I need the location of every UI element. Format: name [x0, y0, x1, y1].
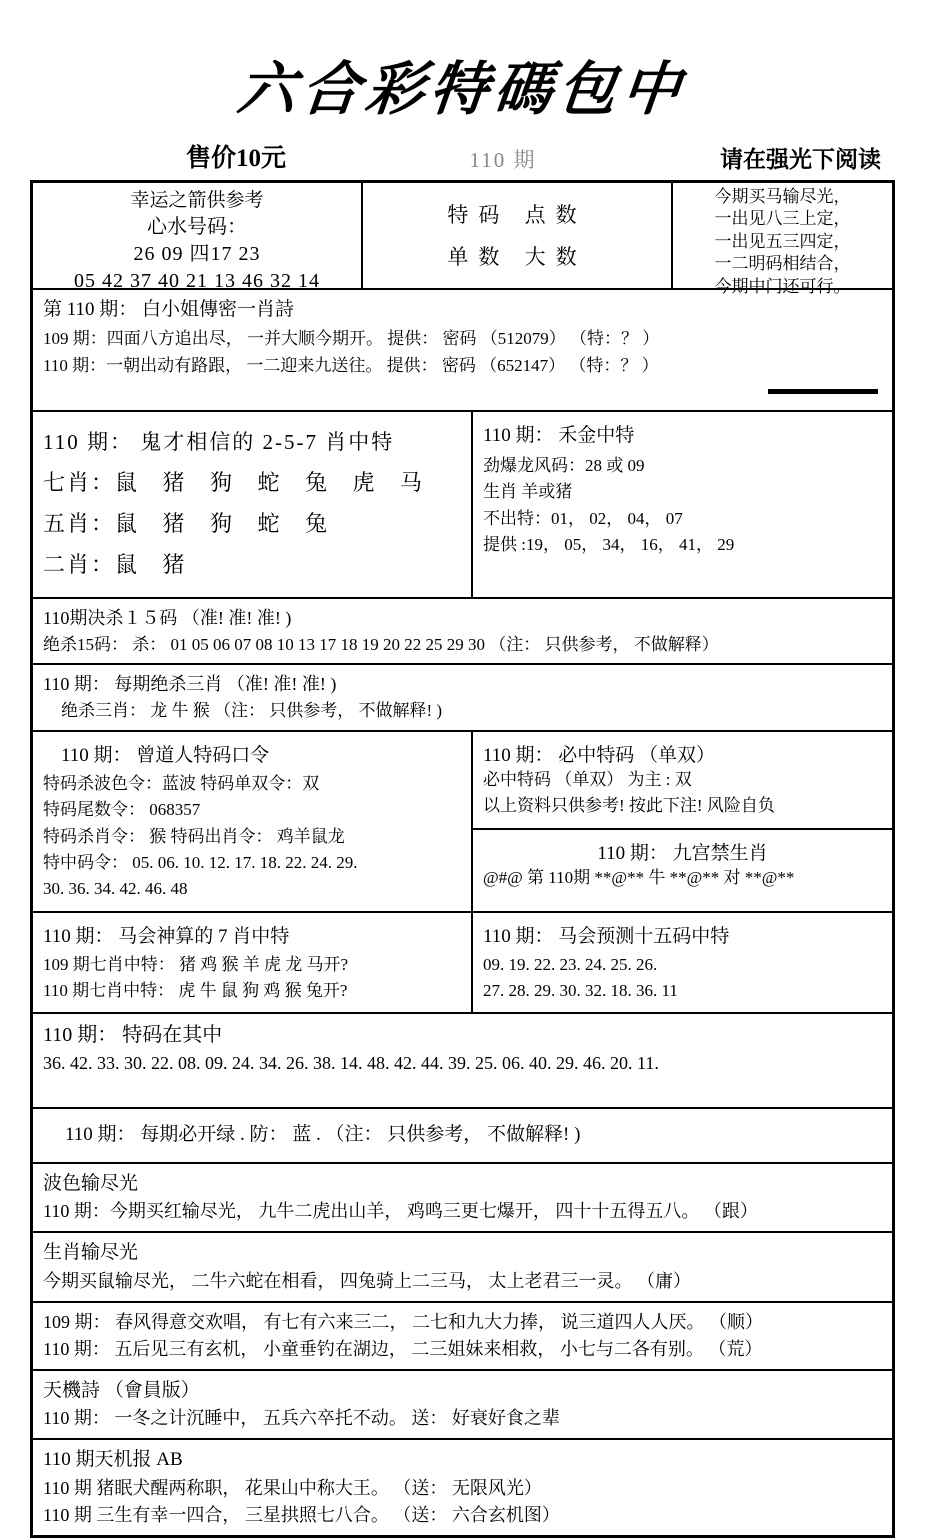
- tianji-poem-line: 110 期： 一冬之计沉睡中， 五兵六卒托不动。 送： 好衰好食之辈: [43, 1408, 560, 1429]
- xiao-left-title: 110 期： 鬼才相信的 2-5-7 肖中特: [43, 429, 395, 454]
- tianji-ab-title: 110 期天机报 AB: [43, 1449, 183, 1471]
- verse-line-3: 一出见五三四定，: [714, 231, 851, 251]
- tianji-ab-section: [33, 1440, 892, 1535]
- xiao-row-5-label: 五肖：: [43, 510, 116, 536]
- juesha15-title: 110期决杀１５码 （准! 准! 准! ): [43, 607, 292, 628]
- xiao-right: [473, 412, 892, 597]
- couplet-line-109: 109 期： 春风得意交欢唱， 有七有六来三二， 二七和九大力捧， 说三道四人人厌。 （顺）: [43, 1311, 763, 1332]
- verse-line-4: 一二明码相结合，: [714, 254, 851, 274]
- issue-label: 110 期: [469, 148, 537, 172]
- couplet-line-110: 110 期： 五后见三有玄机， 小童垂钓在湖边， 二三姐妹来相救， 小七与二各有别。 （荒）: [43, 1338, 763, 1359]
- kouling-line-5: 30. 36. 34. 42. 46. 48: [43, 879, 188, 899]
- poem-line-109: 109 期：四面八方追出尽， 一并大顺今期开。 提供： 密码 （512079） （特：？ ）: [43, 328, 660, 348]
- poem-title: 第 110 期： 白小姐傳密一肖詩: [43, 299, 295, 320]
- lucky-numbers-2: 05 42 37 40 21 13 46 32 14: [74, 269, 320, 292]
- hejin-line-3: 不出特：01， 02， 04， 07: [483, 508, 683, 528]
- kouling-section: [33, 732, 892, 913]
- odd-big-line: 单数 大数: [447, 244, 587, 269]
- read-note: 请在强光下阅读: [720, 147, 881, 172]
- tema-points-line: 特码 点数: [447, 202, 587, 227]
- xiao-row-2-label: 二肖：: [43, 551, 116, 577]
- xiao-row-7-label: 七肖：: [43, 469, 116, 495]
- title-subrow: [36, 138, 889, 174]
- mahui7-block: [33, 913, 473, 1013]
- kouling-left: [33, 732, 473, 911]
- black-bar-decor: [768, 389, 878, 394]
- mahui15-line-1: 09. 19. 22. 23. 24. 25. 26.: [483, 954, 658, 974]
- mahui7-title: 110 期： 马会神算的 7 肖中特: [43, 925, 290, 947]
- poem-line-110: 110 期：一朝出动有路跟， 一二迎来九送往。 提供： 密码 （652147） （特：？ ）: [43, 355, 659, 375]
- xiao-row-2-value: 鼠 猪: [115, 551, 195, 577]
- mahui15-block: [473, 913, 892, 1013]
- bose-section: [33, 1164, 892, 1234]
- jiugong-line: @#@ 第 110期 **@** 牛 **@** 对 **@**: [483, 867, 795, 887]
- document-page: [0, 42, 925, 1525]
- xiao-row-2: [43, 548, 461, 579]
- mahui15-title: 110 期： 马会预测十五码中特: [483, 925, 730, 947]
- xiao-row-5: [43, 507, 461, 538]
- verse-line-2: 一出见八三上定，: [714, 209, 851, 229]
- jiugong-block: [473, 830, 892, 899]
- tianji-ab-line-1: 110 期 猪眠犬醒两称职， 花果山中称大王。 （送： 无限风光）: [43, 1477, 542, 1498]
- bose-title: 波色输尽光: [43, 1172, 139, 1194]
- juesha15-section: [33, 599, 892, 666]
- page-title: 六合彩特碼包中: [234, 55, 690, 123]
- bizhong-block: [473, 732, 892, 830]
- tema-qizhong-section: [33, 1014, 892, 1109]
- hejin-title: 110 期： 禾金中特: [483, 424, 635, 446]
- content-frame: [30, 180, 895, 1538]
- tema-qizhong-line: 36. 42. 33. 30. 22. 08. 09. 24. 34. 26. 38. 14. 48. 42. 44. 39. 25. 06. 40. 29. 46. 20. 11.: [43, 1053, 659, 1074]
- hejin-line-2: 生肖 羊或猪: [483, 482, 573, 502]
- kouling-right: [473, 732, 892, 911]
- bose-line: 110 期：今期买红输尽光， 九牛二虎出山羊， 鸡鸣三更七爆开， 四十十五得五八。 （跟）: [43, 1201, 758, 1222]
- mahui7-line-109: 109 期七肖中特： 猪 鸡 猴 羊 虎 龙 马开?: [43, 954, 349, 974]
- shengxiao-line: 今期买鼠输尽光， 二牛六蛇在相看， 四兔骑上二三马， 太上老君三一灵。 （庸）: [43, 1270, 691, 1291]
- lvfang-section: [33, 1109, 892, 1164]
- bizhong-line-2: 以上资料只供参考! 按此下注! 风险自负: [483, 796, 775, 816]
- tianji-ab-line-2: 110 期 三生有幸一四合， 三星拱照七八合。 （送： 六合玄机图）: [43, 1504, 560, 1525]
- couplets-section: [33, 1303, 892, 1371]
- mahui7-line-110: 110 期七肖中特： 虎 牛 鼠 狗 鸡 猴 兔开?: [43, 980, 348, 1000]
- xiao-row-7-value: 鼠 猪 狗 蛇 兔 虎 马: [115, 469, 433, 495]
- lucky-numbers-1: 26 09 四17 23: [133, 242, 261, 265]
- juesha3-line: 绝杀三肖： 龙 牛 猴 （注： 只供参考， 不做解释! ): [61, 701, 443, 721]
- tianji-poem-title: 天機詩 （會員版）: [43, 1379, 200, 1401]
- jiugong-title: 110 期： 九宫禁生肖: [597, 842, 768, 864]
- lucky-arrow-line1: 幸运之箭供参考: [130, 190, 264, 211]
- bizhong-line-1: 必中特码 （单双） 为主 : 双: [483, 769, 692, 789]
- juesha3-title: 110 期： 每期绝杀三肖 （准! 准! 准! ): [43, 674, 337, 695]
- kouling-line-1: 特码杀波色令：蓝波 特码单双令：双: [43, 773, 320, 793]
- mahui15-line-2: 27. 28. 29. 30. 32. 18. 36. 11: [483, 980, 678, 1000]
- xiao-row-5-value: 鼠 猪 狗 蛇 兔: [115, 510, 338, 536]
- lucky-arrow-cell: [33, 183, 363, 292]
- shengxiao-section: [33, 1233, 892, 1303]
- xiao-section: [33, 412, 892, 599]
- hejin-line-4: 提供 :19， 05， 34， 16， 41， 29: [483, 534, 735, 554]
- juesha15-line: 绝杀15码： 杀： 01 05 06 07 08 10 13 17 18 19 20 22 25 29 30 （注： 只供参考， 不做解释）: [43, 634, 719, 654]
- verse-line-5: 今期中门还可行。: [714, 276, 851, 296]
- shengxiao-title: 生肖输尽光: [43, 1242, 139, 1264]
- bizhong-title: 110 期： 必中特码 （单双）: [483, 744, 716, 766]
- kouling-line-2: 特码尾数令： 068357: [43, 800, 201, 820]
- lucky-arrow-line2: 心水号码：: [147, 215, 247, 238]
- verse-line-1: 今期买马输尽光，: [714, 187, 851, 206]
- kouling-line-4: 特中码令： 05. 06. 10. 12. 17. 18. 22. 24. 29.: [43, 852, 358, 872]
- xiao-row-7: [43, 466, 461, 497]
- xiao-left: [33, 412, 473, 597]
- tianji-poem-section: [33, 1371, 892, 1441]
- price-label: 售价10元: [186, 145, 287, 172]
- kouling-line-3: 特码杀肖令： 猴 特码出肖令： 鸡羊鼠龙: [43, 826, 345, 846]
- verse-cell: [673, 183, 892, 296]
- top-info-row: [33, 183, 892, 296]
- poem-section: [33, 290, 892, 412]
- hejin-line-1: 劲爆龙风码：28 或 09: [483, 455, 645, 475]
- mahui-section: [33, 913, 892, 1015]
- lvfang-line: 110 期： 每期必开绿 . 防： 蓝 . （注： 只供参考， 不做解释! ): [65, 1124, 581, 1146]
- juesha3-section: [33, 665, 892, 732]
- tema-qizhong-title: 110 期： 特码在其中: [43, 1024, 223, 1047]
- tema-points-cell: [363, 183, 673, 288]
- kouling-title: 110 期： 曾道人特码口令: [61, 744, 270, 766]
